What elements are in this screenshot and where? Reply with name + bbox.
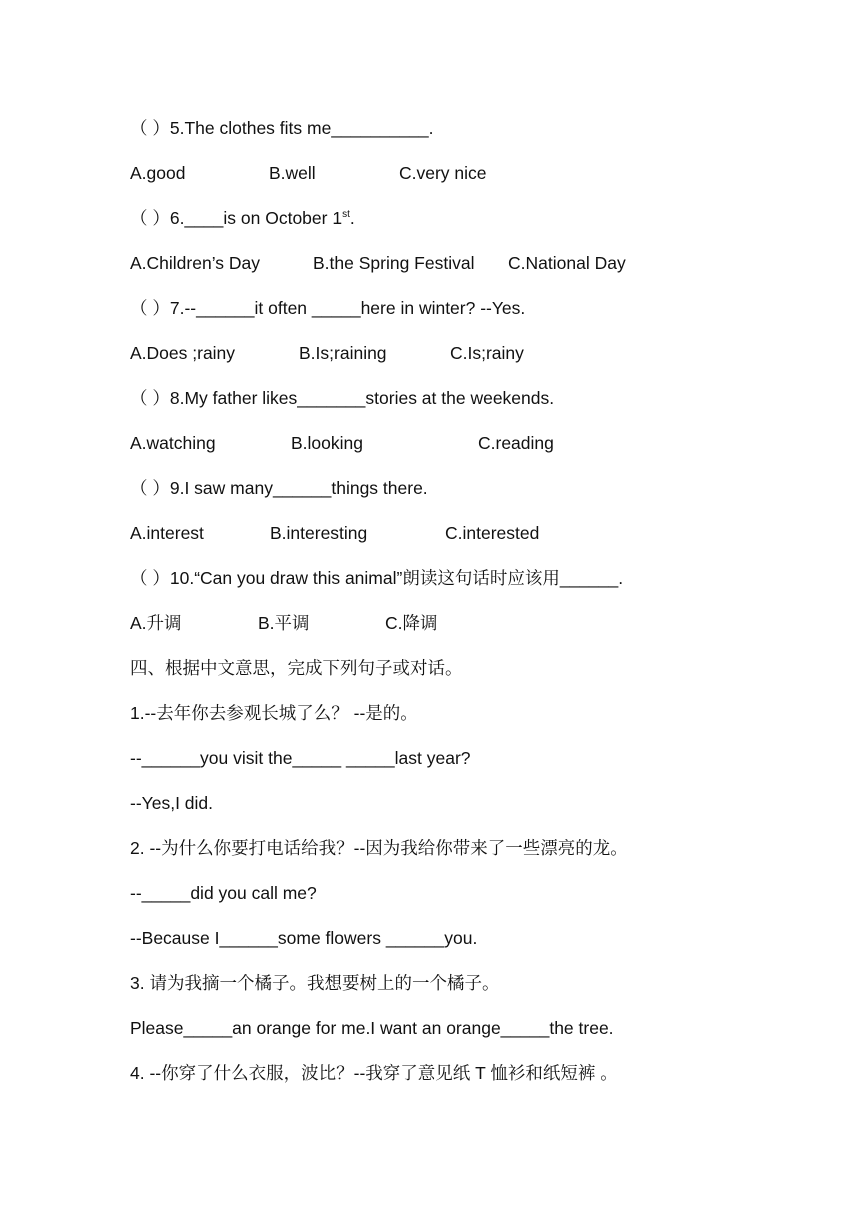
- question-5-stem: （ ）5.The clothes fits me__________.: [130, 118, 434, 138]
- section-4-line: 3. 请为我摘一个橘子。我想要树上的一个橘子。: [130, 973, 500, 993]
- question-8-stem: （ ）8.My father likes_______stories at the weekends.: [130, 388, 555, 408]
- question-6-stem-end: .: [349, 208, 355, 228]
- question-10-stem: （ ）10.“Can you draw this animal”朗读这句话时应该用______.: [130, 568, 624, 588]
- question-8-option-a: A.watching: [130, 433, 216, 453]
- question-10-option-a: A.升调: [130, 613, 182, 633]
- section-4-line: 4. --你穿了什么衣服，波比？--我穿了意见纸 T 恤衫和纸短裤 。: [130, 1063, 618, 1083]
- question-8-option-c: C.reading: [478, 433, 554, 453]
- section-4-line: Please_____an orange for me.I want an orange_____the tree.: [130, 1018, 614, 1038]
- section-4-line: 1.--去年你去参观长城了么？ --是的。: [130, 703, 418, 723]
- question-9-stem: （ ）9.I saw many______things there.: [130, 478, 428, 498]
- question-9-option-a: A.interest: [130, 523, 204, 543]
- section-4-heading: 四、根据中文意思，完成下列句子或对话。: [130, 658, 463, 678]
- section-4-line: 2. --为什么你要打电话给我？--因为我给你带来了一些漂亮的龙。: [130, 838, 628, 858]
- question-7-stem: （ ）7.--______it often _____here in winter? --Yes.: [130, 298, 526, 318]
- question-6-option-b: B.the Spring Festival: [313, 253, 475, 273]
- question-6-stem-text: （ ）6.____is on October 1: [130, 208, 343, 228]
- question-6-stem: [130, 206, 355, 230]
- question-6-stem-superscript: st: [342, 209, 350, 221]
- question-7-option-c: C.Is;rainy: [450, 343, 524, 363]
- section-4-line: --_____did you call me?: [130, 883, 317, 903]
- section-4-line: --______you visit the_____ _____last year?: [130, 748, 471, 768]
- question-7-option-a: A.Does ;rainy: [130, 343, 236, 363]
- question-9-option-b: B.interesting: [270, 523, 368, 543]
- section-4-line: --Because I______some flowers ______you.: [130, 928, 478, 948]
- question-5-option-c: C.very nice: [399, 163, 487, 183]
- question-8-option-b: B.looking: [291, 433, 363, 453]
- question-5-option-a: A.good: [130, 163, 186, 183]
- question-9-option-c: C.interested: [445, 523, 540, 543]
- question-10-option-c: C.降调: [385, 613, 438, 633]
- section-4-line: --Yes,I did.: [130, 793, 214, 813]
- question-5-option-b: B.well: [269, 163, 316, 183]
- question-6-option-c: C.National Day: [508, 253, 626, 273]
- question-10-option-b: B.平调: [258, 613, 310, 633]
- question-7-option-b: B.Is;raining: [299, 343, 387, 363]
- question-6-option-a: A.Children’s Day: [130, 253, 261, 273]
